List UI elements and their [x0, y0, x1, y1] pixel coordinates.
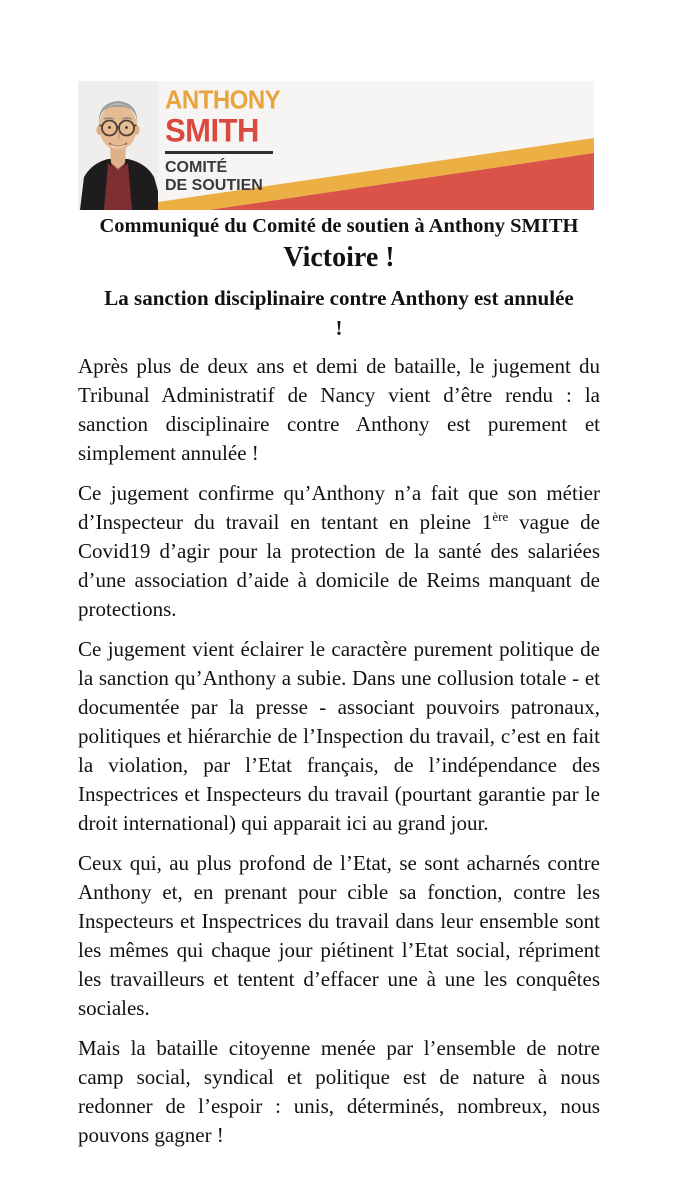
victory-title: Victoire !	[283, 242, 395, 273]
paragraph-text: Mais la bataille citoyenne menée par l’ensemble de notre camp social, syndical et politique est de nature à nous redonner de l’espoir : unis, déterminés, nombreux, nous pouvons gagner !	[78, 1036, 600, 1147]
sanction-annulled-subtitle	[78, 283, 600, 343]
paragraph-text: Ce jugement confirme qu’Anthony n’a fait que son métier d’Inspecteur du travail en tentant en pleine 1	[78, 481, 600, 534]
body-paragraph	[78, 1034, 600, 1150]
body-paragraph	[78, 479, 600, 624]
logo-last-name: SMITH	[165, 111, 259, 149]
subtitle-line-1: La sanction disciplinaire contre Anthony est annulée	[104, 286, 574, 310]
subtitle-line-2: !	[335, 316, 343, 340]
paragraph-text: Après plus de deux ans et demi de bataille, le jugement du Tribunal Administratif de Nancy vient d’être rendu : la sanction disciplinaire contre Anthony est purement et simplement annulée !	[78, 354, 600, 465]
body-paragraph	[78, 849, 600, 1023]
body-paragraph	[78, 352, 600, 468]
logo-committee-line2: DE SOUTIEN	[165, 177, 263, 194]
support-committee-banner	[78, 81, 594, 210]
body-paragraph	[78, 635, 600, 838]
paragraph-text: Ce jugement vient éclairer le caractère purement politique de la sanction qu’Anthony a subie. Dans une collusion totale - et documentée par la presse - associant pouvoirs patronaux, politiques et hiérarchie de l’Inspection du travail, c’est en fait la violation, par l’Etat français, de l’indépendance des Inspectrices et Inspecteurs du travail (pourtant garantie par le droit international) qui apparait ici au grand jour.	[78, 637, 600, 835]
paragraph-text: vague de Covid19 d’agir pour la protection de la santé des salariées d’une association d’aide à domicile de Reims manquant de protections.	[78, 510, 600, 621]
logo-committee-line1: COMITÉ	[165, 159, 228, 176]
communique-kicker: Communiqué du Comité de soutien à Anthony SMITH	[99, 215, 579, 237]
document-text-column	[78, 210, 600, 1161]
logo-divider-rule	[165, 151, 273, 154]
body-paragraphs	[78, 352, 600, 1150]
paragraph-text: Ceux qui, au plus profond de l’Etat, se sont acharnés contre Anthony et, en prenant pour cible sa fonction, contre les Inspecteurs et Inspectrices du travail dans leur ensemble sont les mêmes qui chaque jour piétinent l’Etat social, répriment les travailleurs et tentent d’effacer une à une les conquêtes sociales.	[78, 851, 600, 1020]
logo-first-name: ANTHONY	[165, 85, 281, 115]
campaign-logo	[165, 85, 365, 194]
superscript-text: ère	[492, 509, 509, 524]
anthony-smith-portrait	[78, 81, 158, 210]
